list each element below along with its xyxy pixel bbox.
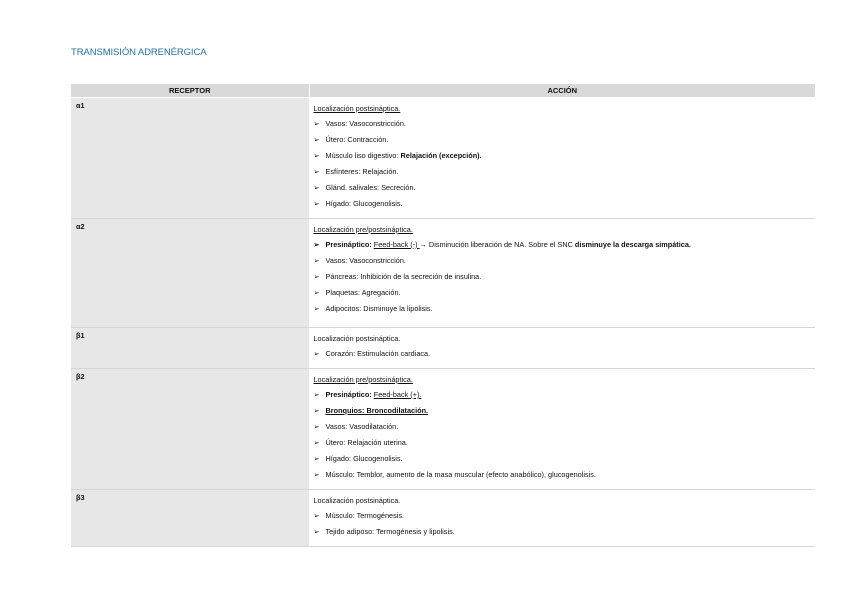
bullet-arrow-icon: ➢ bbox=[313, 424, 320, 431]
bullet-arrow-icon: ➢ bbox=[313, 392, 320, 399]
receptor-table bbox=[71, 84, 815, 547]
list-item: ➢ Vasos: Vasoconstricción. bbox=[314, 116, 812, 132]
bullet-arrow-icon: ➢ bbox=[313, 274, 320, 281]
table-row-beta3 bbox=[71, 490, 815, 547]
column-header-accion: ACCIÓN bbox=[309, 84, 815, 98]
list-item: ➢ Hígado: Glucogenolisis. bbox=[314, 451, 812, 467]
bullet-arrow-icon: ➢ bbox=[313, 185, 320, 192]
receptor-cell: α1 bbox=[71, 98, 309, 219]
location-text: Localización postsináptica. bbox=[313, 104, 401, 113]
list-item: ➢ Esfínteres: Relajación. bbox=[314, 164, 812, 180]
action-cell bbox=[309, 219, 815, 328]
action-cell bbox=[309, 369, 815, 490]
action-cell bbox=[309, 328, 815, 369]
bullet-arrow-icon: ➢ bbox=[313, 456, 320, 463]
action-cell bbox=[309, 490, 815, 547]
list-item: ➢ Útero: Contracción. bbox=[314, 132, 812, 148]
list-item: ➢ Músculo: Termogénesis. bbox=[314, 508, 812, 524]
bullet-arrow-icon: ➢ bbox=[313, 153, 320, 160]
receptor-cell: β2 bbox=[71, 369, 309, 490]
bullet-arrow-icon: ➢ bbox=[313, 169, 320, 176]
bullet-arrow-icon: ➢ bbox=[313, 472, 320, 479]
table-header-row bbox=[71, 84, 815, 98]
bronchi-item: ➢ Bronquios: Broncodilatación. bbox=[314, 403, 812, 419]
list-item: ➢ Páncreas: Inhibición de la secreción de insulina. bbox=[314, 269, 812, 285]
table-row-alpha1 bbox=[71, 98, 815, 219]
list-item: ➢ Músculo liso digestivo: Relajación (excepción). bbox=[314, 148, 812, 164]
receptor-cell: β3 bbox=[71, 490, 309, 547]
list-item: ➢ Hígado: Glucogenolisis. bbox=[314, 196, 812, 212]
list-item: ➢ Vasos: Vasodilatación. bbox=[314, 419, 812, 435]
bullet-arrow-icon: ➢ bbox=[313, 440, 320, 447]
presynaptic-item: ➢ Presináptico: Feed-back (-) → Disminución liberación de NA. Sobre el SNC disminuye la descarga simpática. bbox=[314, 237, 812, 253]
receptor-cell: α2 bbox=[71, 219, 309, 328]
bullet-arrow-icon: ➢ bbox=[313, 351, 320, 358]
bullet-arrow-icon: ➢ bbox=[313, 242, 320, 249]
document-title: TRANSMISIÓN ADRENÉRGICA bbox=[71, 47, 207, 58]
location-text: Localización pre/postsináptica. bbox=[313, 225, 413, 234]
list-item: ➢ Adipocitos: Disminuye la lipolisis. bbox=[314, 301, 812, 317]
column-header-receptor: RECEPTOR bbox=[71, 84, 309, 98]
list-item: ➢ Corazón: Estimulación cardiaca. bbox=[314, 346, 812, 362]
table-row-beta2 bbox=[71, 369, 815, 490]
table-row-alpha2 bbox=[71, 219, 815, 328]
action-cell bbox=[309, 98, 815, 219]
right-arrow-icon: → bbox=[419, 240, 427, 249]
table-row-beta1 bbox=[71, 328, 815, 369]
bullet-arrow-icon: ➢ bbox=[313, 408, 320, 415]
bullet-arrow-icon: ➢ bbox=[313, 258, 320, 265]
location-text: Localización postsináptica. bbox=[313, 334, 401, 343]
bullet-arrow-icon: ➢ bbox=[313, 529, 320, 536]
list-item: ➢ Útero: Relajación uterina. bbox=[314, 435, 812, 451]
location-text: Localización pre/postsináptica. bbox=[313, 375, 413, 384]
list-item: ➢ Tejido adiposo: Termogénesis y lipolisis. bbox=[314, 524, 812, 540]
list-item: ➢ Glánd. salivales: Secreción. bbox=[314, 180, 812, 196]
bullet-arrow-icon: ➢ bbox=[313, 513, 320, 520]
presynaptic-item: ➢ Presináptico: Feed-back (+). bbox=[314, 387, 812, 403]
list-item: ➢ Músculo: Temblor, aumento de la masa muscular (efecto anabólico), glucogenolisis. bbox=[314, 467, 812, 483]
bullet-arrow-icon: ➢ bbox=[313, 201, 320, 208]
bullet-arrow-icon: ➢ bbox=[313, 290, 320, 297]
location-text: Localización postsináptica. bbox=[313, 496, 401, 505]
list-item: ➢ Plaquetas: Agregación. bbox=[314, 285, 812, 301]
list-item: ➢ Vasos: Vasoconstricción. bbox=[314, 253, 812, 269]
bullet-arrow-icon: ➢ bbox=[313, 121, 320, 128]
bullet-arrow-icon: ➢ bbox=[313, 137, 320, 144]
receptor-cell: β1 bbox=[71, 328, 309, 369]
bullet-arrow-icon: ➢ bbox=[313, 306, 320, 313]
